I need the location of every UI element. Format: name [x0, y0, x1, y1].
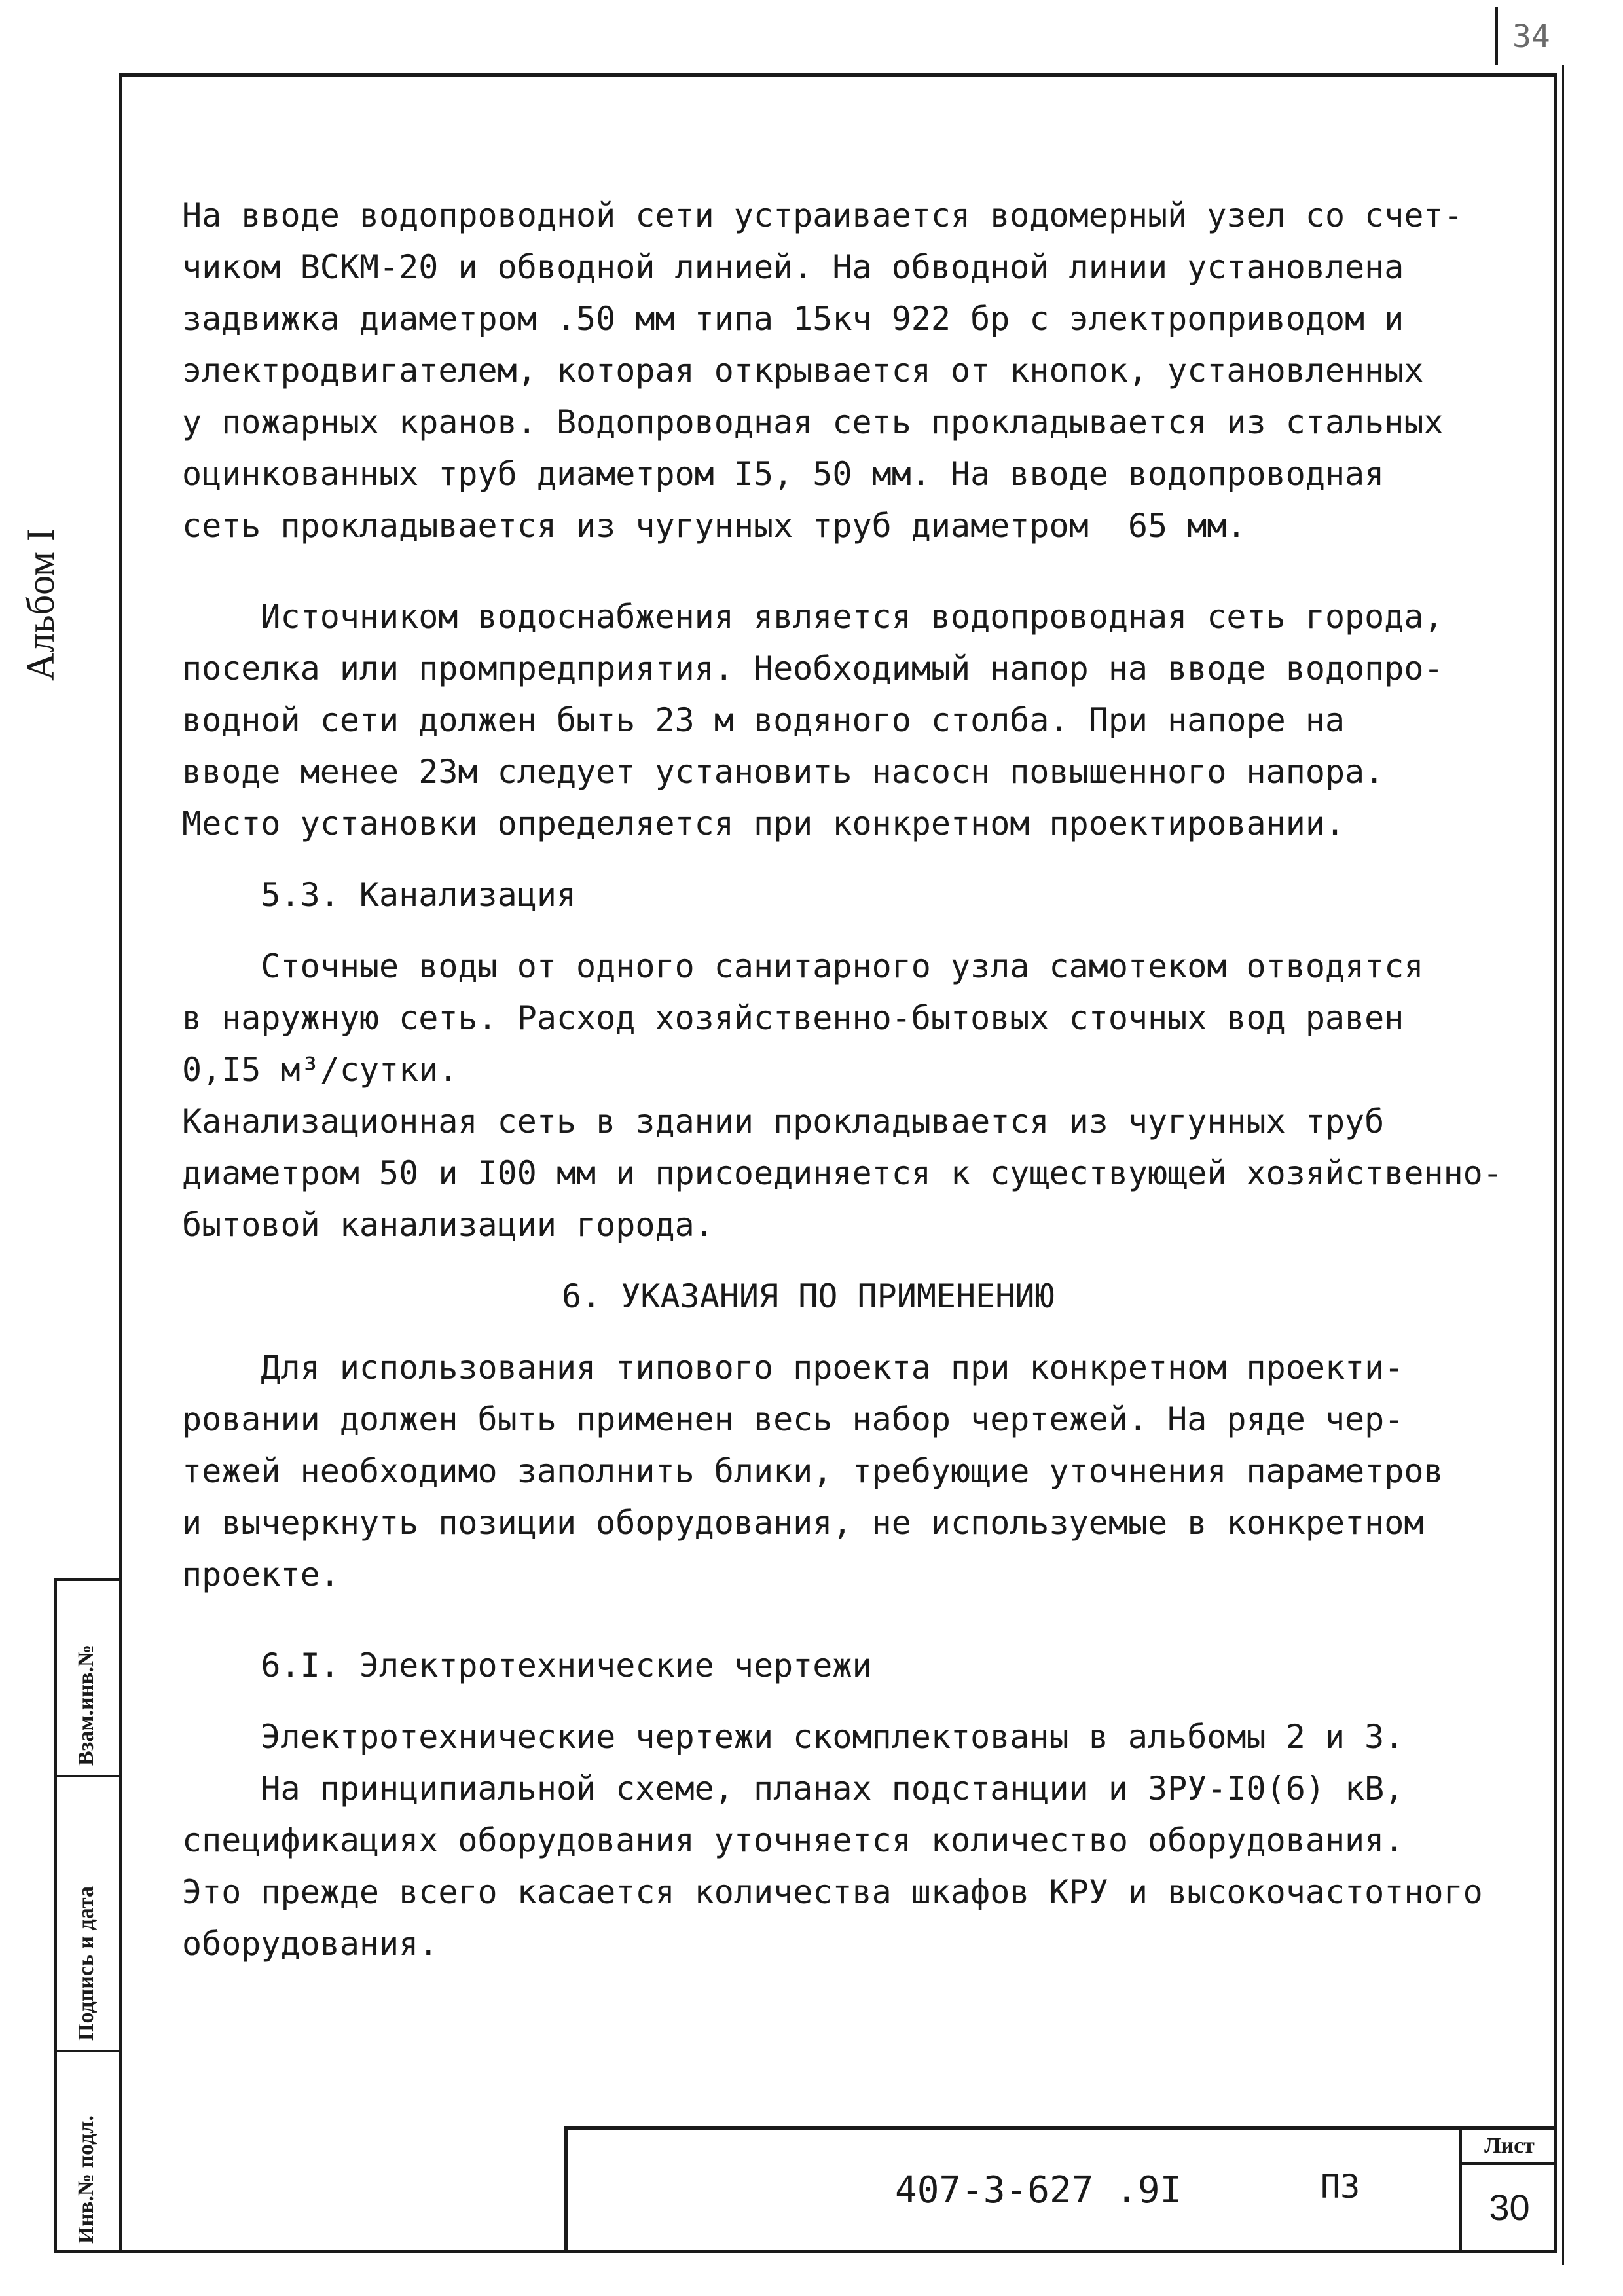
page-number-top: 34	[1512, 18, 1550, 55]
para5-line: спецификациях оборудования уточняется количество оборудования.	[182, 1821, 1404, 1859]
para2-line: Место установки определяется при конкретном проектировании.	[182, 805, 1345, 843]
para1-line: электродвигателем, которая открывается от кнопок, установленных	[182, 352, 1424, 390]
para1-line: задвижка диаметром .50 мм типа 15кч 922 бр с электроприводом и	[182, 300, 1404, 338]
para1-line: оцинкованных труб диаметром I5, 50 мм. На вводе водопроводная	[182, 455, 1385, 493]
document-code: 407-3-627 .9I	[895, 2169, 1182, 2212]
sheet-label: Лист	[1462, 2130, 1557, 2165]
para2-line: вводе менее 23м следует установить насосн повышенного напора.	[182, 753, 1385, 791]
side-stamp-cell-signature	[57, 1777, 122, 2052]
para1-line: сеть прокладывается из чугунных труб диаметром 65 мм.	[182, 507, 1247, 545]
heading-6: 6. УКАЗАНИЯ ПО ПРИМЕНЕНИЮ	[562, 1277, 1055, 1315]
title-block	[564, 2126, 1557, 2253]
heading-5-3: 5.3. Канализация	[182, 876, 577, 914]
document-part: ПЗ	[1321, 2168, 1360, 2206]
sheet-box	[1459, 2130, 1557, 2253]
album-label: Альбом I	[19, 528, 62, 681]
para1-line: чиком ВСКМ-20 и обводной линией. На обводной линии установлена	[182, 248, 1404, 286]
side-stamp	[54, 1578, 122, 2253]
side-stamp-signature-label: Подпись и дата	[74, 1886, 98, 2041]
para4-line: ровании должен быть применен весь набор чертежей. На ряде чер-	[182, 1400, 1404, 1438]
para3-line: 0,I5 м³/сутки.	[182, 1051, 458, 1089]
para5-line: Электротехнические чертежи скомплектованы в альбомы 2 и 3.	[182, 1718, 1404, 1756]
para3-line: диаметром 50 и I00 мм и присоединяется к существующей хозяйственно-	[182, 1154, 1503, 1192]
para4-line: Для использования типового проекта при конкретном проекти-	[182, 1349, 1404, 1387]
para5-line: оборудования.	[182, 1925, 439, 1963]
para4-line: проекте.	[182, 1556, 340, 1594]
para3-line: в наружную сеть. Расход хозяйственно-бытовых сточных вод равен	[182, 999, 1404, 1037]
frame-outer-right-line	[1562, 65, 1564, 2265]
para4-line: и вычеркнуть позиции оборудования, не используемые в конкретном	[182, 1504, 1424, 1542]
side-stamp-replacement-label: Взам.инв.№	[74, 1644, 98, 1766]
corner-tick-mark	[1495, 7, 1498, 65]
heading-6-1: 6.I. Электротехнические чертежи	[182, 1647, 872, 1685]
para3-line: Сточные воды от одного санитарного узла самотеком отводятся	[182, 947, 1424, 985]
para4-line: тежей необходимо заполнить блики, требующие уточнения параметров	[182, 1452, 1444, 1490]
document-body	[182, 190, 1544, 1970]
para1-line: На вводе водопроводной сети устраивается водомерный узел со счет-	[182, 196, 1463, 234]
para2-line: поселка или промпредприятия. Необходимый напор на вводе водопро-	[182, 649, 1444, 687]
side-stamp-cell-inventory	[57, 2052, 122, 2253]
para5-line: На принципиальной схеме, планах подстанции и ЗРУ-I0(6) кВ,	[182, 1770, 1404, 1808]
side-stamp-cell-replacement	[57, 1581, 122, 1777]
sheet-number: 30	[1489, 2187, 1530, 2228]
para2-line: водной сети должен быть 23 м водяного столба. При напоре на	[182, 701, 1345, 739]
para3-line: бытовой канализации города.	[182, 1206, 714, 1244]
para5-line: Это прежде всего касается количества шкафов КРУ и высокочастотного	[182, 1873, 1483, 1911]
para1-line: у пожарных кранов. Водопроводная сеть прокладывается из стальных	[182, 403, 1444, 441]
para2-line: Источником водоснабжения является водопроводная сеть города,	[182, 598, 1444, 636]
para3-line: Канализационная сеть в здании прокладывается из чугунных труб	[182, 1102, 1385, 1140]
side-stamp-inventory-label: Инв.№ подл.	[74, 2115, 98, 2244]
